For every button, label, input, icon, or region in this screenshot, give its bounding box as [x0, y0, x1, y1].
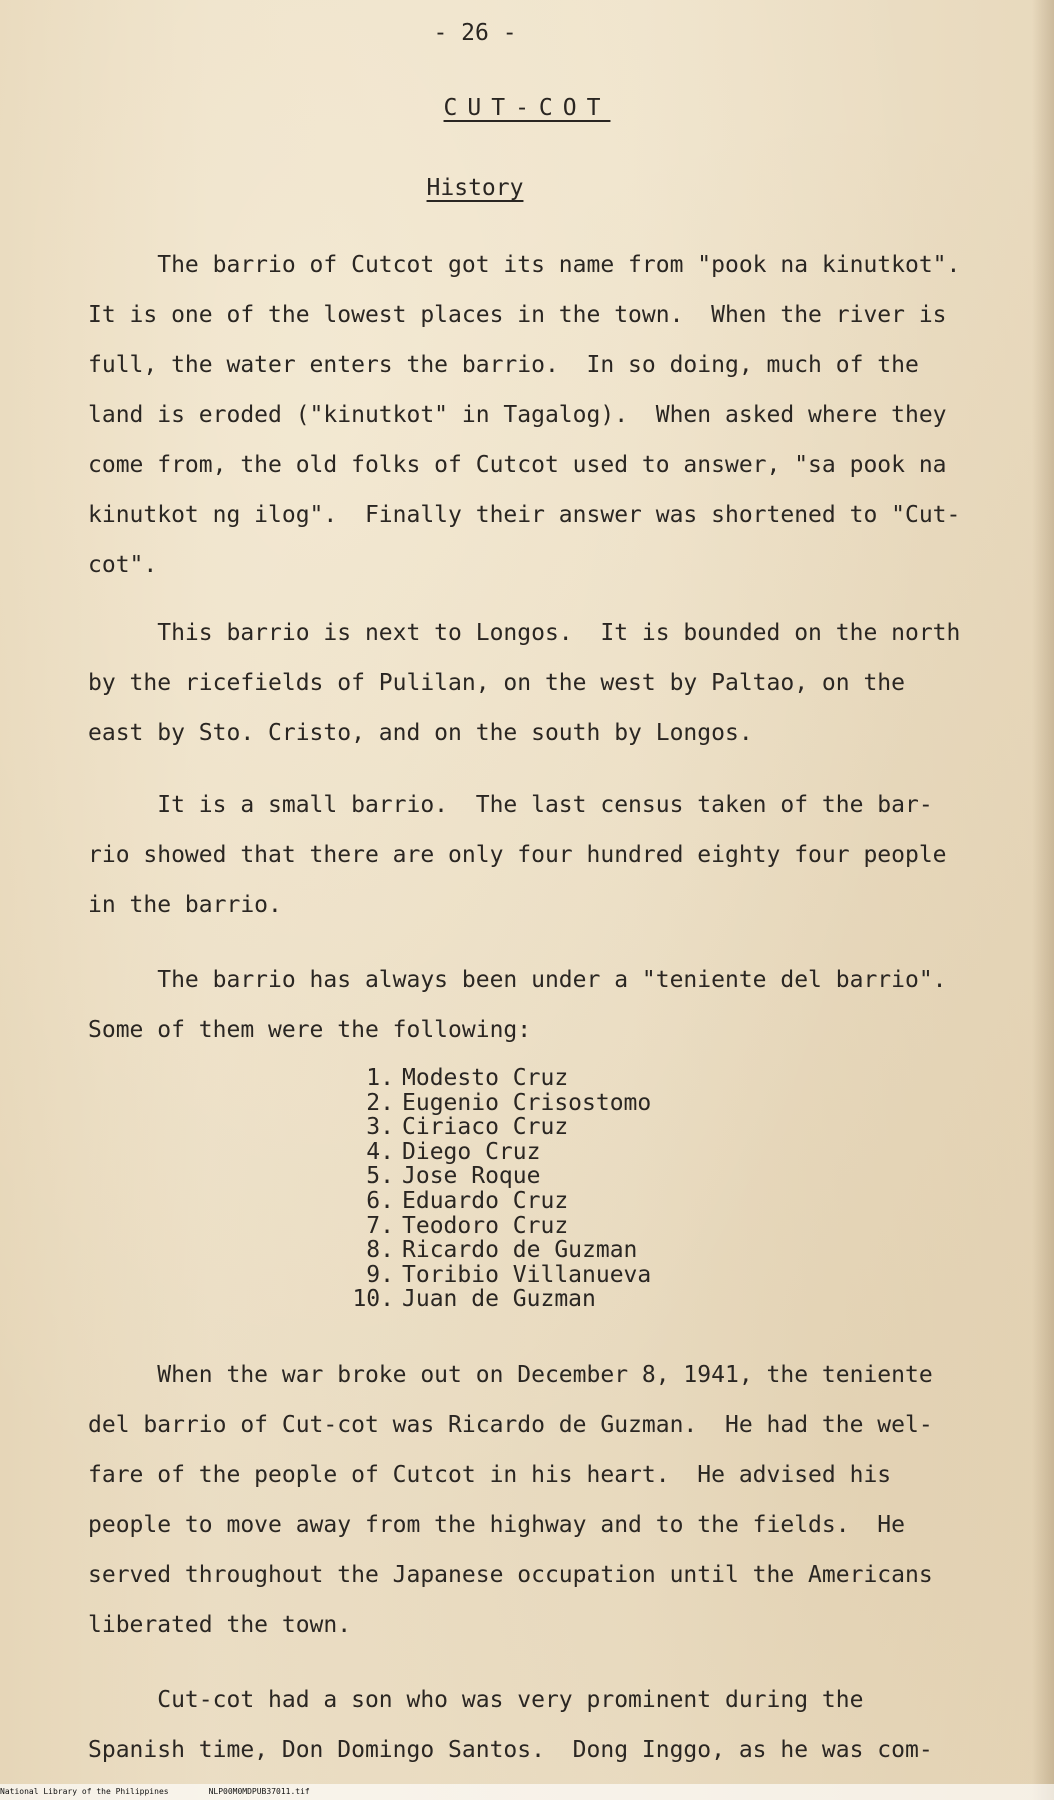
- list-item-name: Jose Roque: [402, 1163, 541, 1190]
- list-item-number: 4.: [366, 1138, 394, 1165]
- section-subtitle: [0, 175, 950, 201]
- list-item-name: Toribio Villanueva: [402, 1261, 652, 1288]
- list-item-name: Juan de Guzman: [402, 1286, 596, 1313]
- paragraph-population: It is a small barrio. The last census taken of the bar- rio showed that there are only four hundred eighty four people in the barrio.: [88, 792, 947, 918]
- list-item-number: 1.: [366, 1065, 394, 1091]
- footer-source: National Library of the Philippines: [0, 1787, 169, 1796]
- list-item: [350, 1066, 651, 1091]
- list-item: [350, 1115, 651, 1140]
- list-item-name: Modesto Cruz: [402, 1065, 569, 1091]
- list-item: [350, 1189, 651, 1214]
- paragraph-prominent-son: Cut-cot had a son who was very prominent during the Spanish time, Don Domingo Santos. Dong Inggo, as he was com-: [88, 1687, 933, 1763]
- paragraph-tenientes-intro: The barrio has always been under a "teniente del barrio". Some of them were the following:: [88, 967, 947, 1043]
- list-item: [350, 1164, 651, 1189]
- list-item-name: Eduardo Cruz: [402, 1187, 569, 1214]
- page-edge-shadow: [1032, 0, 1054, 1800]
- section-title-text: CUT-COT: [443, 95, 611, 121]
- list-item: [350, 1214, 651, 1239]
- list-item-name: Diego Cruz: [402, 1138, 541, 1165]
- page-number: - 26 -: [433, 20, 517, 46]
- section-subtitle-text: History: [426, 175, 524, 201]
- list-item-name: Teodoro Cruz: [402, 1212, 569, 1239]
- list-item-number: 5.: [366, 1163, 394, 1190]
- section-title: [0, 95, 1054, 121]
- list-item-number: 6.: [366, 1187, 394, 1214]
- list-item-number: 7.: [366, 1212, 394, 1239]
- list-item: [350, 1263, 651, 1288]
- list-item-number: 8.: [366, 1237, 394, 1264]
- list-item-name: Ricardo de Guzman: [402, 1237, 638, 1264]
- paragraph-origin-of-name: The barrio of Cutcot got its name from "pook na kinutkot". It is one of the lowest places in the town. When the river is full, the water enters the barrio. In so doing, much of the land is eroded ("kinutkot" in Tagalog). When asked where they come from, the old folks of Cutcot used to answer, "sa pook na kinutkot ng ilog". Finally their answer was shortened to "Cut- cot".: [88, 252, 961, 578]
- list-item-name: Ciriaco Cruz: [402, 1114, 569, 1141]
- list-item: [350, 1091, 651, 1116]
- list-item: [350, 1287, 651, 1312]
- list-item: [350, 1238, 651, 1263]
- list-item: [350, 1140, 651, 1165]
- footer-filename: NLP00M0MDPUB37011.tif: [208, 1787, 310, 1796]
- list-item-number: 9.: [366, 1261, 394, 1288]
- scan-footer: [0, 1784, 1054, 1800]
- list-item-number: 3.: [366, 1114, 394, 1141]
- paragraph-boundaries: This barrio is next to Longos. It is bounded on the north by the ricefields of Pulilan, on the west by Paltao, on the east by Sto. Cristo, and on the south by Longos.: [88, 620, 961, 746]
- list-item-number: 2.: [366, 1089, 394, 1116]
- paragraph-war-period: When the war broke out on December 8, 1941, the teniente del barrio of Cut-cot was Ricardo de Guzman. He had the wel- fare of the people of Cutcot in his heart. He advised his people to move away from the highway and to the fields. He served throughout the Japanese occupation until the Americans liberated the town.: [88, 1362, 933, 1638]
- tenientes-list: [350, 1066, 651, 1312]
- list-item-number: 10.: [352, 1286, 394, 1313]
- list-item-name: Eugenio Crisostomo: [402, 1089, 652, 1116]
